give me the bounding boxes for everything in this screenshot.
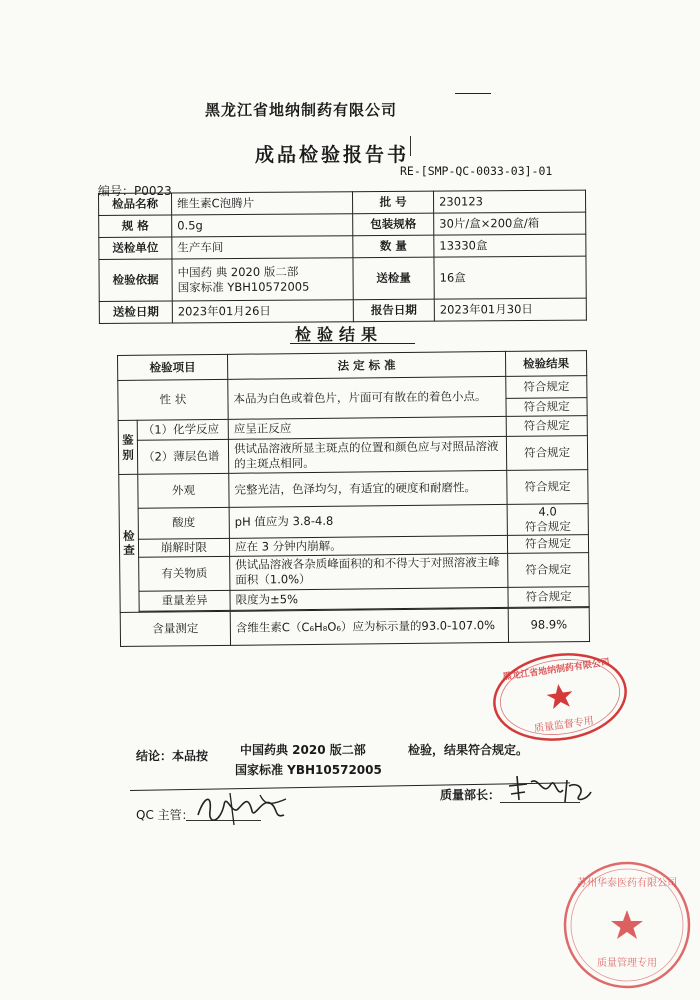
header-rule: [455, 93, 491, 94]
conclusion-result: 检验，结果符合规定。: [408, 743, 529, 757]
report-title: 成品检验报告书: [255, 144, 410, 166]
product-info-table: [98, 190, 587, 324]
item-chemical: （1）化学反应: [137, 419, 228, 440]
result-chemical: 符合规定: [506, 416, 587, 437]
basis-line-1: 中国药 典 2020 版二部: [177, 264, 299, 280]
result-weight-variation: 符合规定: [508, 586, 589, 607]
result-disintegration: 符合规定: [507, 534, 588, 553]
label-submit-date: 送检日期: [99, 301, 172, 324]
header-item: 检验项目: [118, 354, 228, 380]
value-basis: [172, 258, 353, 301]
std-weight-variation: 限度为±5%: [230, 587, 508, 610]
header-result: 检验结果: [505, 351, 586, 377]
value-product: 维生素C泡腾片: [172, 192, 353, 215]
side-inspection: 检查: [119, 474, 139, 612]
qm-signature: [505, 772, 595, 808]
signature-stroke-1: [198, 799, 284, 820]
value-pack: 30片/盒×200盒/箱: [434, 212, 586, 235]
stamp1-text: 黑龙江省地纳制药有限公司: [502, 657, 611, 683]
value-submit-date: 2023年01月26日: [172, 300, 353, 323]
conclusion-lead: 结论：本品按: [136, 749, 209, 763]
result-acidity: [507, 504, 588, 536]
supplier-stamp: [560, 858, 694, 992]
std-disintegration: 应在 3 分钟内崩解。: [229, 535, 507, 556]
item-weight-variation: 重量差异: [139, 590, 230, 611]
std-related-substances: 供试品溶液各杂质峰面积的和不得大于对照溶液主峰面积（1.0%）: [230, 553, 508, 590]
std-chemical: 应呈正反应: [228, 416, 506, 439]
item-related-substances: 有关物质: [139, 556, 230, 591]
label-unit: 送检单位: [99, 237, 172, 260]
result-appearance: 符合规定: [506, 376, 587, 399]
results-title: 检验结果: [295, 325, 384, 344]
item-tlc: （2）薄层色谱: [137, 439, 228, 474]
label-pack: 包装规格: [353, 213, 434, 236]
stamp2-sub: 质量管理专用: [597, 958, 657, 969]
document-number: RE-[SMP-QC-0033-03]-01: [400, 164, 553, 178]
std-appearance: 本品为白色或着色片，片面可有散在的着色小点。: [228, 376, 506, 419]
label-product: 检品名称: [99, 193, 172, 216]
qc-signature: [190, 785, 300, 833]
value-batch: 230123: [433, 190, 585, 213]
item-acidity: 酸度: [138, 507, 229, 539]
result-acidity-value: 4.0: [538, 504, 557, 519]
serial-number: 编号：P0023: [98, 184, 172, 198]
result-acidity-verdict: 符合规定: [524, 519, 571, 534]
std-assay: 含维生素C（C₆H₈O₆）应为标示量的93.0-107.0%: [230, 608, 508, 645]
value-spec: 0.5g: [172, 214, 353, 237]
results-table: [117, 350, 590, 647]
label-basis: 检验依据: [99, 259, 172, 302]
star-icon: [545, 682, 574, 709]
value-sample: 16盒: [434, 256, 586, 299]
results-title-underline: [290, 343, 415, 344]
label-batch: 批 号: [352, 191, 433, 214]
header-standard: 法 定 标 准: [228, 351, 506, 379]
std-visual: 完整光洁，色泽均匀，有适宜的硬度和耐磨性。: [229, 470, 507, 507]
value-report-date: 2023年01月30日: [434, 298, 586, 321]
result-appearance-2: 符合规定: [506, 398, 587, 417]
result-assay: 98.9%: [508, 607, 589, 642]
value-quantity: 13330盒: [434, 234, 586, 257]
side-identification: 鉴别: [118, 420, 138, 474]
result-related-substances: 符合规定: [508, 552, 589, 587]
label-report-date: 报告日期: [353, 299, 434, 322]
company-name: 黑龙江省地纳制药有限公司: [205, 101, 398, 119]
conclusion-standard-1: 中国药典 2020 版二部: [240, 743, 366, 757]
quality-stamp: [490, 650, 630, 745]
qc-supervisor-label: QC 主管：: [136, 808, 194, 822]
stamp1-sub: 质量监督专用: [533, 715, 595, 735]
label-sample: 送检量: [353, 257, 434, 300]
label-quantity: 数 量: [353, 235, 434, 258]
item-appearance: 性 状: [118, 379, 228, 420]
label-spec: 规 格: [99, 215, 172, 238]
result-visual: 符合规定: [507, 470, 588, 505]
item-disintegration: 崩解时限: [138, 538, 229, 557]
item-visual: 外观: [138, 473, 229, 508]
std-acidity: pH 值应为 3.8-4.8: [229, 504, 507, 538]
signature-stroke-3: [509, 776, 591, 802]
value-unit: 生产车间: [172, 236, 353, 259]
margin-mark: [410, 136, 411, 156]
stamp2-text: 苏州华泰医药有限公司: [577, 878, 677, 889]
conclusion-standard-2: 国家标准 YBH10572005: [235, 763, 382, 777]
star-icon: [611, 910, 643, 939]
std-tlc: 供试品溶液所显主斑点的位置和颜色应与对照品溶液的主斑点相同。: [228, 436, 506, 473]
item-assay: 含量测定: [120, 611, 230, 646]
quality-manager-label: 质量部长：: [440, 788, 501, 802]
basis-line-2: 国家标准 YBH10572005: [177, 279, 310, 294]
result-tlc: 符合规定: [506, 436, 587, 471]
